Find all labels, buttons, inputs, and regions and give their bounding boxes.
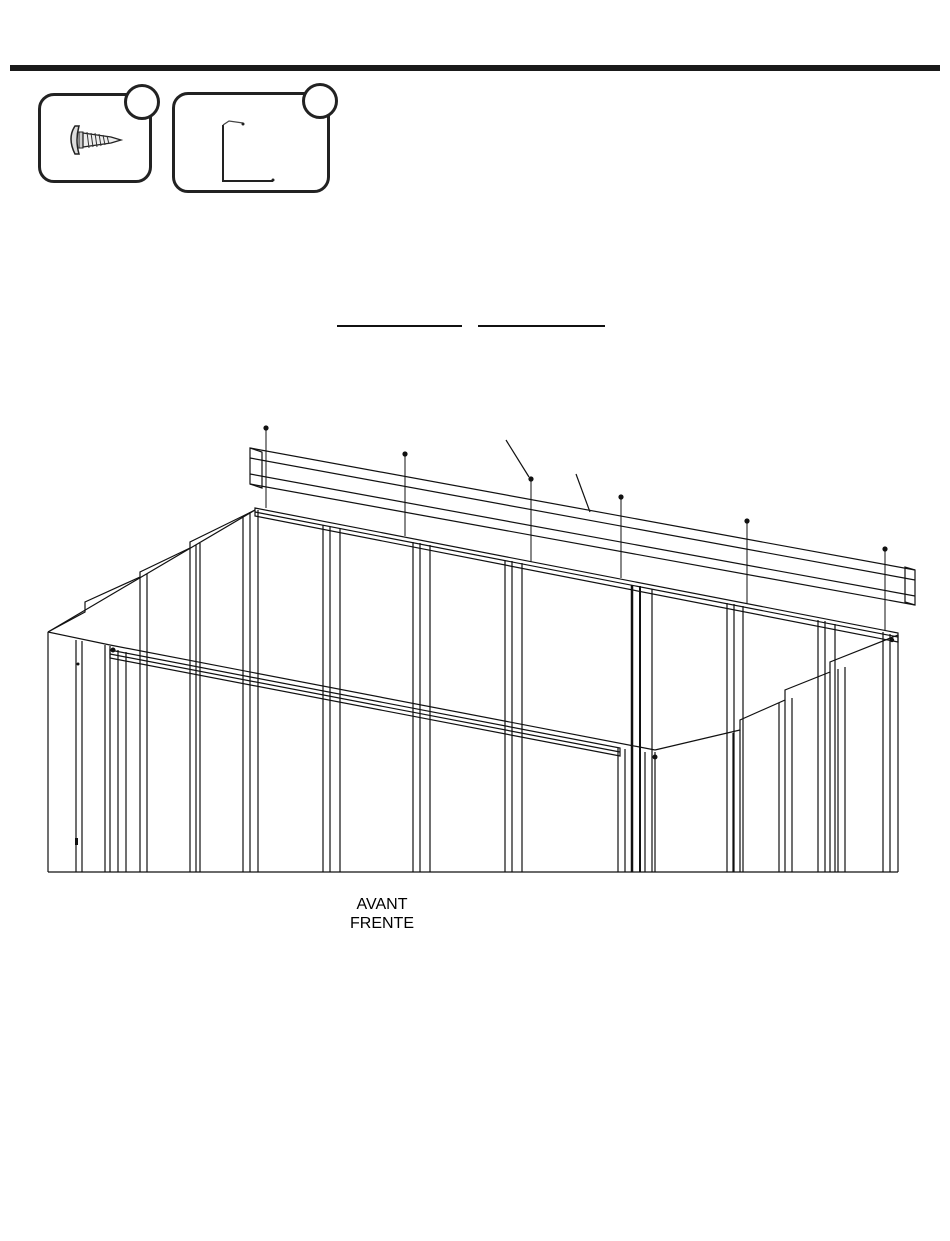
front-label-fr: AVANT — [356, 896, 408, 913]
front-label — [322, 895, 442, 933]
part-count-circle — [302, 83, 338, 119]
blank-line — [478, 325, 605, 327]
part-count-circle — [124, 84, 160, 120]
shed-frame-icon — [0, 400, 950, 880]
blank-line — [337, 325, 462, 327]
front-label-es: FRENTE — [350, 915, 414, 932]
top-rule — [10, 65, 940, 71]
